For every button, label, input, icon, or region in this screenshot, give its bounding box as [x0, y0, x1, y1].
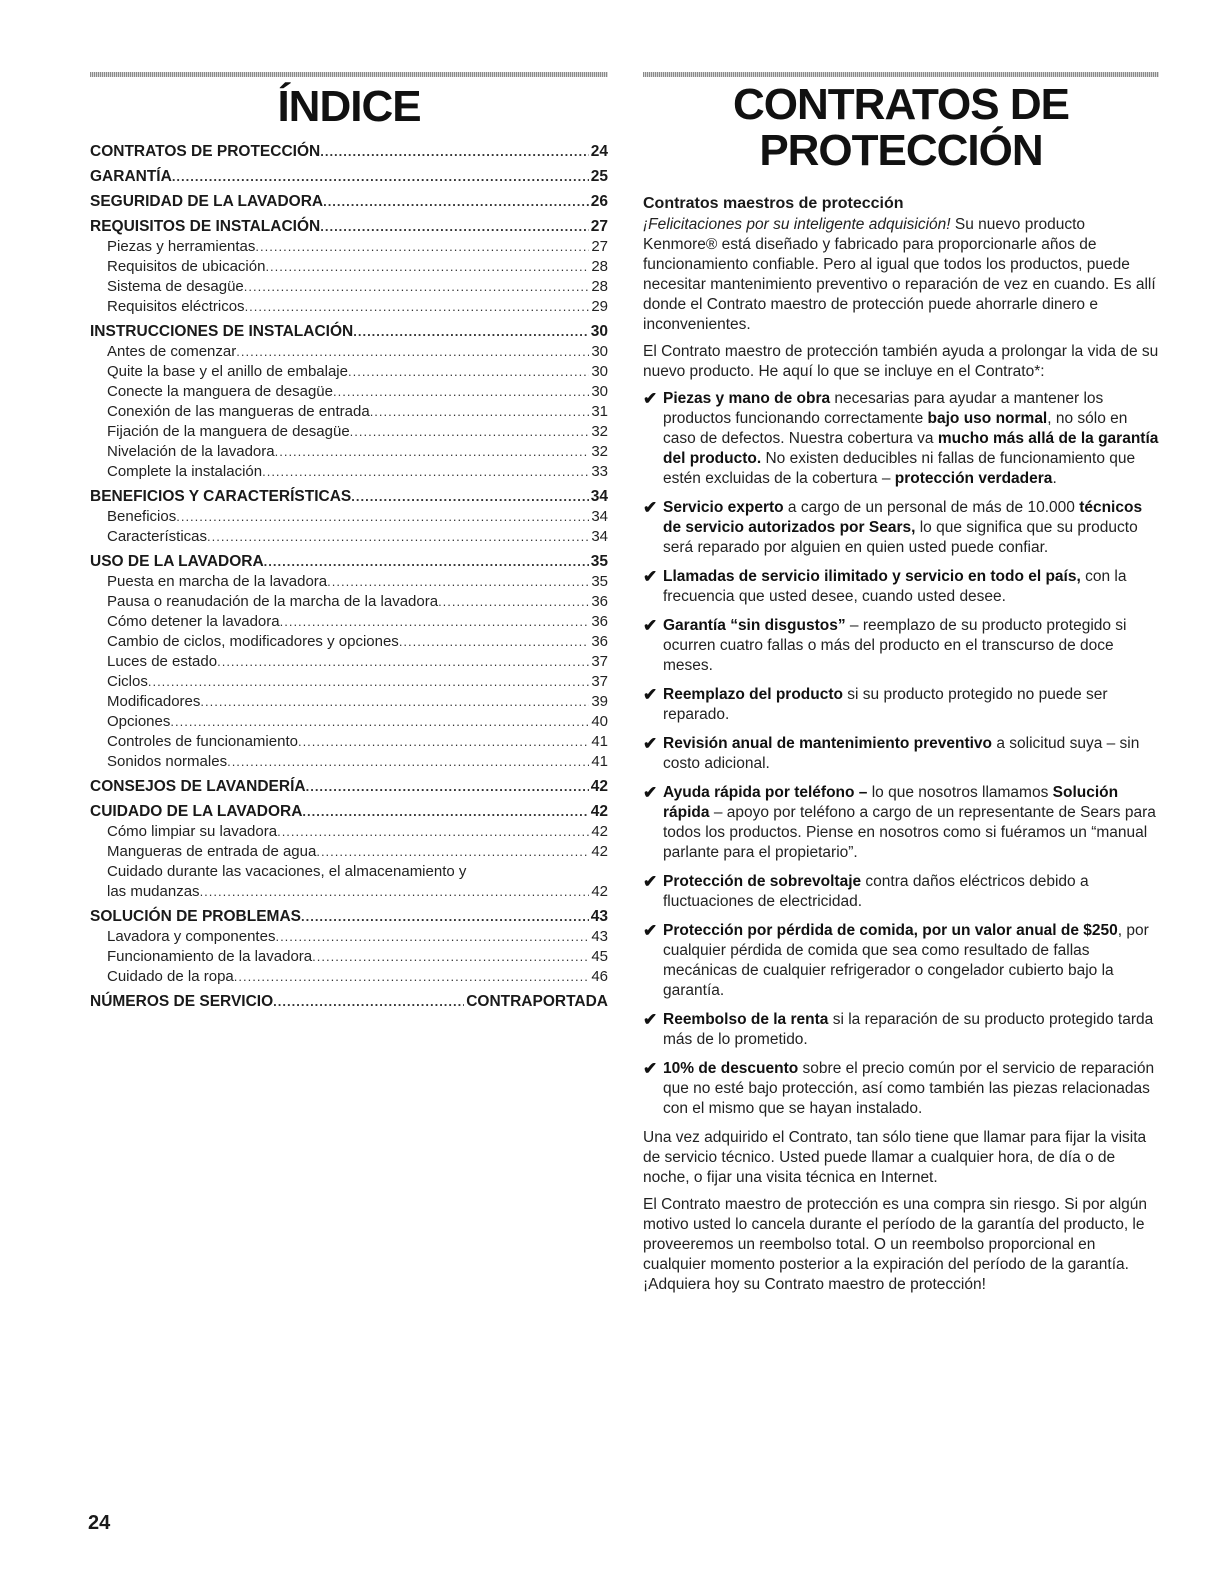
toc-leader-dots — [148, 672, 589, 692]
benefit-item — [643, 1010, 1159, 1050]
toc-leader-dots — [264, 552, 589, 572]
toc-leader-dots — [170, 712, 589, 732]
benefit-text: lo que nosotros llamamos — [867, 784, 1053, 801]
toc-leader-dots — [207, 527, 589, 547]
benefit-text: – apoyo por teléfono a cargo de un representante de Sears para todos los productos. Piense en nosotros como si fuéramos un “manual parlante para el propietario”. — [663, 804, 1156, 861]
toc-leader-dots — [298, 732, 589, 752]
index-column — [90, 82, 608, 1012]
toc-entry-title: SEGURIDAD DE LA LAVADORA — [90, 193, 324, 210]
toc-entry-sub — [90, 277, 608, 297]
benefit-item — [643, 498, 1159, 558]
toc-entry-sub — [90, 442, 608, 462]
checkmark-icon: ✔ — [643, 872, 658, 891]
checkmark-icon: ✔ — [643, 616, 658, 635]
toc-entry-title: Sistema de desagüe — [107, 278, 244, 295]
toc-entry-title: Complete la instalación — [107, 463, 263, 480]
toc-entry-sub — [90, 507, 608, 527]
toc-entry-title: Funcionamiento de la lavadora — [107, 948, 313, 965]
toc-leader-dots — [301, 907, 589, 927]
toc-entry-sub-line1: Cuidado durante las vacaciones, el almacenamiento y — [107, 863, 467, 880]
benefit-bold-text: técnicos de servicio autorizados por Sears, — [663, 499, 1143, 536]
toc-leader-dots — [333, 382, 589, 402]
toc-entry-title: Requisitos eléctricos — [107, 298, 245, 315]
toc-entry-sub — [90, 712, 608, 732]
toc-entry-sub — [90, 422, 608, 442]
contracts-title — [643, 82, 1159, 174]
contracts-title-line2: PROTECCIÓN — [759, 126, 1043, 175]
toc-entry-page: 30 — [591, 363, 608, 380]
toc-leader-dots — [172, 167, 589, 187]
toc-entry-title: CONTRATOS DE PROTECCIÓN — [90, 143, 321, 160]
toc-leader-dots — [234, 967, 590, 987]
toc-entry-page: 34 — [591, 508, 608, 525]
benefit-text: con la frecuencia que usted desee, cuando usted desee. — [663, 568, 1127, 605]
benefit-bold-text: Solución rápida — [663, 784, 1119, 821]
right-header-rule — [643, 72, 1159, 77]
toc-entry-main — [90, 777, 608, 797]
benefit-bold-text: Revisión anual de mantenimiento preventivo — [663, 735, 993, 752]
benefit-item — [643, 616, 1159, 676]
toc-leader-dots — [236, 342, 589, 362]
toc-entry-page: 30 — [591, 343, 608, 360]
toc-entry-page: 42 — [591, 883, 608, 900]
toc-entry-page: 25 — [590, 168, 608, 185]
toc-entry-sub — [90, 632, 608, 652]
toc-entry-sub — [90, 967, 608, 987]
benefit-bold-text: Protección por pérdida de comida, por un valor anual de $250 — [663, 922, 1118, 939]
toc-entry-title: CONSEJOS DE LAVANDERÍA — [90, 778, 306, 795]
checkmark-icon: ✔ — [643, 685, 658, 704]
intro-italic: ¡Felicitaciones por su inteligente adquisición! — [643, 216, 951, 233]
toc-leader-dots — [327, 572, 589, 592]
toc-entry-title: Puesta en marcha de la lavadora — [107, 573, 328, 590]
toc-entry-title: Requisitos de ubicación — [107, 258, 266, 275]
toc-entry-sub — [90, 362, 608, 382]
toc-entry-page: 46 — [591, 968, 608, 985]
toc-entry-page: 43 — [590, 908, 608, 925]
toc-entry-sub — [90, 752, 608, 772]
toc-entry-sub — [90, 402, 608, 422]
benefit-bold-text: Reemplazo del producto — [663, 686, 843, 703]
toc-entry-page: 33 — [591, 463, 608, 480]
toc-entry-page: 43 — [591, 928, 608, 945]
toc-entry-sub — [90, 842, 608, 862]
toc-entry-page: 37 — [591, 653, 608, 670]
toc-entry-main — [90, 142, 608, 162]
toc-entry-sub — [90, 692, 608, 712]
paragraph-3: Una vez adquirido el Contrato, tan sólo tiene que llamar para fijar la visita de servicio técnico. Usted puede llamar a cualquier hora, de día o de noche, o fijar una visita técnica en Internet. — [643, 1129, 1147, 1186]
contracts-title-line1: CONTRATOS DE — [733, 80, 1069, 129]
checkmark-icon: ✔ — [643, 783, 658, 802]
toc-entry-title: Luces de estado — [107, 653, 218, 670]
toc-entry-page: 35 — [590, 553, 608, 570]
benefit-bold-text: protección verdadera — [894, 470, 1053, 487]
toc-entry-main — [90, 167, 608, 187]
benefit-bold-text: 10% de descuento — [663, 1060, 799, 1077]
toc-leader-dots — [275, 442, 590, 462]
toc-leader-dots — [312, 947, 589, 967]
toc-leader-dots — [320, 142, 589, 162]
toc-entry-page: 36 — [591, 633, 608, 650]
benefit-text: No existen deducibles ni fallas de funcionamiento que estén excluidas de la cobertura – — [663, 450, 1136, 487]
toc-entry-sub — [90, 822, 608, 842]
toc-entry-page: 30 — [591, 383, 608, 400]
toc-leader-dots — [277, 822, 589, 842]
toc-entry-sub — [90, 382, 608, 402]
benefit-bold-text: Piezas y mano de obra — [663, 390, 831, 407]
toc-entry-page: 28 — [591, 278, 608, 295]
toc-entry-title: Piezas y herramientas — [107, 238, 256, 255]
benefit-text: , por cualquier pérdida de comida que sea como resultado de fallas mecánicas de cualquier refrigerador o congelador cubierto bajo la garantía. — [663, 922, 1149, 999]
toc-entry-title: INSTRUCCIONES DE INSTALACIÓN — [90, 323, 354, 340]
benefit-item — [643, 389, 1159, 489]
toc-entry-sub — [90, 297, 608, 317]
toc-entry-page: 30 — [590, 323, 608, 340]
toc-leader-dots — [262, 462, 589, 482]
toc-entry-title: Pausa o reanudación de la marcha de la lavadora — [107, 593, 439, 610]
toc-leader-dots — [399, 632, 590, 652]
toc-entry-title: Cambio de ciclos, modificadores y opciones — [107, 633, 399, 650]
benefit-text: a solicitud suya – sin costo adicional. — [663, 735, 1140, 772]
toc-entry-title: Cuidado de la ropa — [107, 968, 234, 985]
toc-entry-sub — [90, 652, 608, 672]
benefit-item — [643, 567, 1159, 607]
toc-entry-title: REQUISITOS DE INSTALACIÓN — [90, 218, 321, 235]
paragraph-2: El Contrato maestro de protección también ayuda a prolongar la vida de su nuevo producto. He aquí lo que se incluye en el Contrato*: — [643, 343, 1159, 380]
benefit-bold-text: Servicio experto — [663, 499, 784, 516]
checkmark-icon: ✔ — [643, 567, 658, 586]
toc-entry-page: 29 — [591, 298, 608, 315]
toc-entry-title: Cómo detener la lavadora — [107, 613, 280, 630]
benefit-bold-text: Llamadas de servicio ilimitado y servicio en todo el país, — [663, 568, 1081, 585]
toc-entry-page: 41 — [591, 733, 608, 750]
toc-leader-dots — [348, 362, 589, 382]
contracts-column — [643, 82, 1159, 1302]
toc-entry-page: 39 — [591, 693, 608, 710]
toc-entry-page: 26 — [590, 193, 608, 210]
benefit-text: a cargo de un personal de más de 10.000 — [783, 499, 1080, 516]
toc-leader-dots — [280, 612, 590, 632]
toc-entry-sub — [90, 947, 608, 967]
toc-leader-dots — [275, 927, 589, 947]
benefit-item — [643, 783, 1159, 863]
toc-leader-dots — [265, 257, 589, 277]
toc-entry-page: 35 — [591, 573, 608, 590]
intro-paragraph — [643, 215, 1159, 335]
toc-entry-page: 42 — [591, 843, 608, 860]
toc-entry-page: 42 — [590, 778, 608, 795]
toc-leader-dots — [245, 297, 590, 317]
benefit-bold-text: bajo uso normal — [927, 410, 1048, 427]
toc-entry-title: GARANTÍA — [90, 168, 172, 185]
benefit-bold-text: Ayuda rápida por teléfono – — [663, 784, 868, 801]
benefit-bold-text: Garantía “sin disgustos” — [663, 617, 846, 634]
benefit-text: si su producto protegido no puede ser reparado. — [663, 686, 1108, 723]
toc-entry-sub — [90, 257, 608, 277]
toc-entry-sub — [90, 592, 608, 612]
toc-entry-title: NÚMEROS DE SERVICIO — [90, 993, 274, 1010]
toc-entry-page: CONTRAPORTADA — [466, 993, 608, 1010]
toc-leader-dots — [320, 217, 589, 237]
toc-entry-sub — [90, 882, 608, 902]
toc-entry-title: Lavadora y componentes — [107, 928, 276, 945]
toc-entry-title: SOLUCIÓN DE PROBLEMAS — [90, 908, 301, 925]
toc-entry-page: 24 — [590, 143, 608, 160]
benefit-item — [643, 1059, 1159, 1119]
toc-entry-title: Características — [107, 528, 208, 545]
toc-leader-dots — [438, 592, 589, 612]
toc-entry-title: Fijación de la manguera de desagüe — [107, 423, 350, 440]
checkmark-icon: ✔ — [643, 498, 658, 517]
toc-entry-page: 34 — [590, 488, 608, 505]
toc-entry-page: 45 — [591, 948, 608, 965]
benefit-item — [643, 921, 1159, 1001]
toc-entry-title: Controles de funcionamiento — [107, 733, 298, 750]
toc-entry-main — [90, 802, 608, 822]
toc-entry-sub — [90, 237, 608, 257]
intro-rest: Su nuevo producto Kenmore® está diseñado y fabricado para proporcionarle años de funcionamiento confiable. Pero al igual que todos los productos, puede necesitar mantenimiento preventivo o reparación de vez en cuando. Es allí donde el Contrato maestro de protección puede ahorrarle dinero e inconvenientes. — [643, 216, 1156, 333]
checkmark-icon: ✔ — [643, 389, 658, 408]
toc-entry-page: 41 — [591, 753, 608, 770]
toc-entry-main — [90, 552, 608, 572]
contracts-subhead: Contratos maestros de protección — [643, 195, 904, 212]
toc-entry-title: Quite la base y el anillo de embalaje — [107, 363, 348, 380]
toc-entry-sub — [90, 672, 608, 692]
toc-entry-page: 32 — [591, 423, 608, 440]
toc-leader-dots — [351, 487, 589, 507]
toc-entry-title: Beneficios — [107, 508, 177, 525]
toc-entry-sub — [90, 572, 608, 592]
index-title: ÍNDICE — [277, 82, 421, 131]
toc-entry-title: Ciclos — [107, 673, 148, 690]
toc-entry-page: 31 — [591, 403, 608, 420]
toc-leader-dots — [316, 842, 589, 862]
benefit-item — [643, 685, 1159, 725]
toc-entry-title: Conexión de las mangueras de entrada — [107, 403, 370, 420]
toc-leader-dots — [244, 277, 590, 297]
toc-entry-title: Opciones — [107, 713, 171, 730]
benefit-text: necesarias para ayudar a mantener los productos funcionando correctamente — [663, 390, 1104, 427]
toc-entry-title: Nivelación de la lavadora — [107, 443, 275, 460]
benefit-text: sobre el precio común por el servicio de reparación que no esté bajo protección, así como también las piezas relacionadas con el mismo que se hayan instalado. — [663, 1060, 1155, 1117]
benefit-bold-text: Reembolso de la renta — [663, 1011, 829, 1028]
benefit-text: – reemplazo de su producto protegido si ocurren cuatro fallas o más del producto en el transcurso de doce meses. — [663, 617, 1127, 674]
toc-leader-dots — [200, 692, 589, 712]
toc-entry-title: Modificadores — [107, 693, 201, 710]
benefit-item — [643, 734, 1159, 774]
toc-entry-main — [90, 992, 608, 1012]
toc-entry-title: CUIDADO DE LA LAVADORA — [90, 803, 303, 820]
toc-leader-dots — [200, 882, 590, 902]
toc-entry-sub — [90, 462, 608, 482]
page-number: 24 — [88, 1512, 111, 1534]
checkmark-icon: ✔ — [643, 1059, 658, 1078]
toc-entry-main — [90, 487, 608, 507]
toc-entry-page: 27 — [591, 238, 608, 255]
toc-leader-dots — [217, 652, 589, 672]
table-of-contents — [90, 142, 608, 1012]
left-header-rule — [90, 72, 608, 77]
toc-entry-title: Conecte la manguera de desagüe — [107, 383, 333, 400]
toc-entry-sub — [90, 527, 608, 547]
toc-entry-page: 32 — [591, 443, 608, 460]
toc-entry-page: 28 — [591, 258, 608, 275]
toc-entry-sub — [90, 927, 608, 947]
toc-entry-title: Cómo limpiar su lavadora — [107, 823, 278, 840]
toc-entry-main — [90, 907, 608, 927]
toc-entry-page: 37 — [591, 673, 608, 690]
toc-entry-main — [90, 322, 608, 342]
toc-entry-title: USO DE LA LAVADORA — [90, 553, 264, 570]
toc-entry-page: 42 — [590, 803, 608, 820]
toc-entry-page: 27 — [590, 218, 608, 235]
toc-leader-dots — [350, 422, 590, 442]
toc-entry-title: las mudanzas — [107, 883, 200, 900]
toc-entry-page: 34 — [591, 528, 608, 545]
benefit-bold-text: Protección de sobrevoltaje — [663, 873, 862, 890]
toc-leader-dots — [255, 237, 589, 257]
toc-leader-dots — [176, 507, 589, 527]
toc-leader-dots — [370, 402, 590, 422]
toc-entry-title: BENEFICIOS Y CARACTERÍSTICAS — [90, 488, 352, 505]
benefit-text: si la reparación de su producto protegido tarda más de lo prometido. — [663, 1011, 1154, 1048]
toc-entry-title: Sonidos normales — [107, 753, 228, 770]
toc-leader-dots — [306, 777, 589, 797]
toc-leader-dots — [323, 192, 589, 212]
benefit-bold-text: mucho más allá de la garantía del producto. — [663, 430, 1159, 467]
toc-entry-sub — [90, 342, 608, 362]
paragraph-4: El Contrato maestro de protección es una compra sin riesgo. Si por algún motivo usted lo cancela durante el período de la garantía del producto, le proveeremos un reembolso total. O un reembolso proporcional en cualquier momento posterior a la expiración del período de la garantía. ¡Adquiera hoy su Contrato maestro de protección! — [643, 1196, 1148, 1293]
benefit-item — [643, 872, 1159, 912]
benefit-text: contra daños eléctricos debido a fluctuaciones de electricidad. — [663, 873, 1089, 910]
toc-entry-title: Antes de comenzar — [107, 343, 237, 360]
benefit-text: . — [1052, 470, 1057, 487]
toc-leader-dots — [227, 752, 589, 772]
checkmark-icon: ✔ — [643, 921, 658, 940]
toc-leader-dots — [302, 802, 588, 822]
checkmark-icon: ✔ — [643, 1010, 658, 1029]
toc-entry-sub — [90, 732, 608, 752]
toc-leader-dots — [273, 992, 464, 1012]
toc-entry-main — [90, 192, 608, 212]
benefit-text: lo que significa que su producto será reparado por alguien en quien usted puede confiar. — [663, 519, 1138, 556]
toc-leader-dots — [353, 322, 589, 342]
toc-entry-page: 40 — [591, 713, 608, 730]
benefits-list — [643, 389, 1159, 1119]
toc-entry-page: 36 — [591, 593, 608, 610]
toc-entry-page: 42 — [591, 823, 608, 840]
toc-entry-page: 36 — [591, 613, 608, 630]
toc-entry-main — [90, 217, 608, 237]
checkmark-icon: ✔ — [643, 734, 658, 753]
toc-entry-title: Mangueras de entrada de agua — [107, 843, 317, 860]
benefit-text: , no sólo en caso de defectos. Nuestra cobertura va — [663, 410, 1128, 447]
toc-entry-sub — [90, 612, 608, 632]
